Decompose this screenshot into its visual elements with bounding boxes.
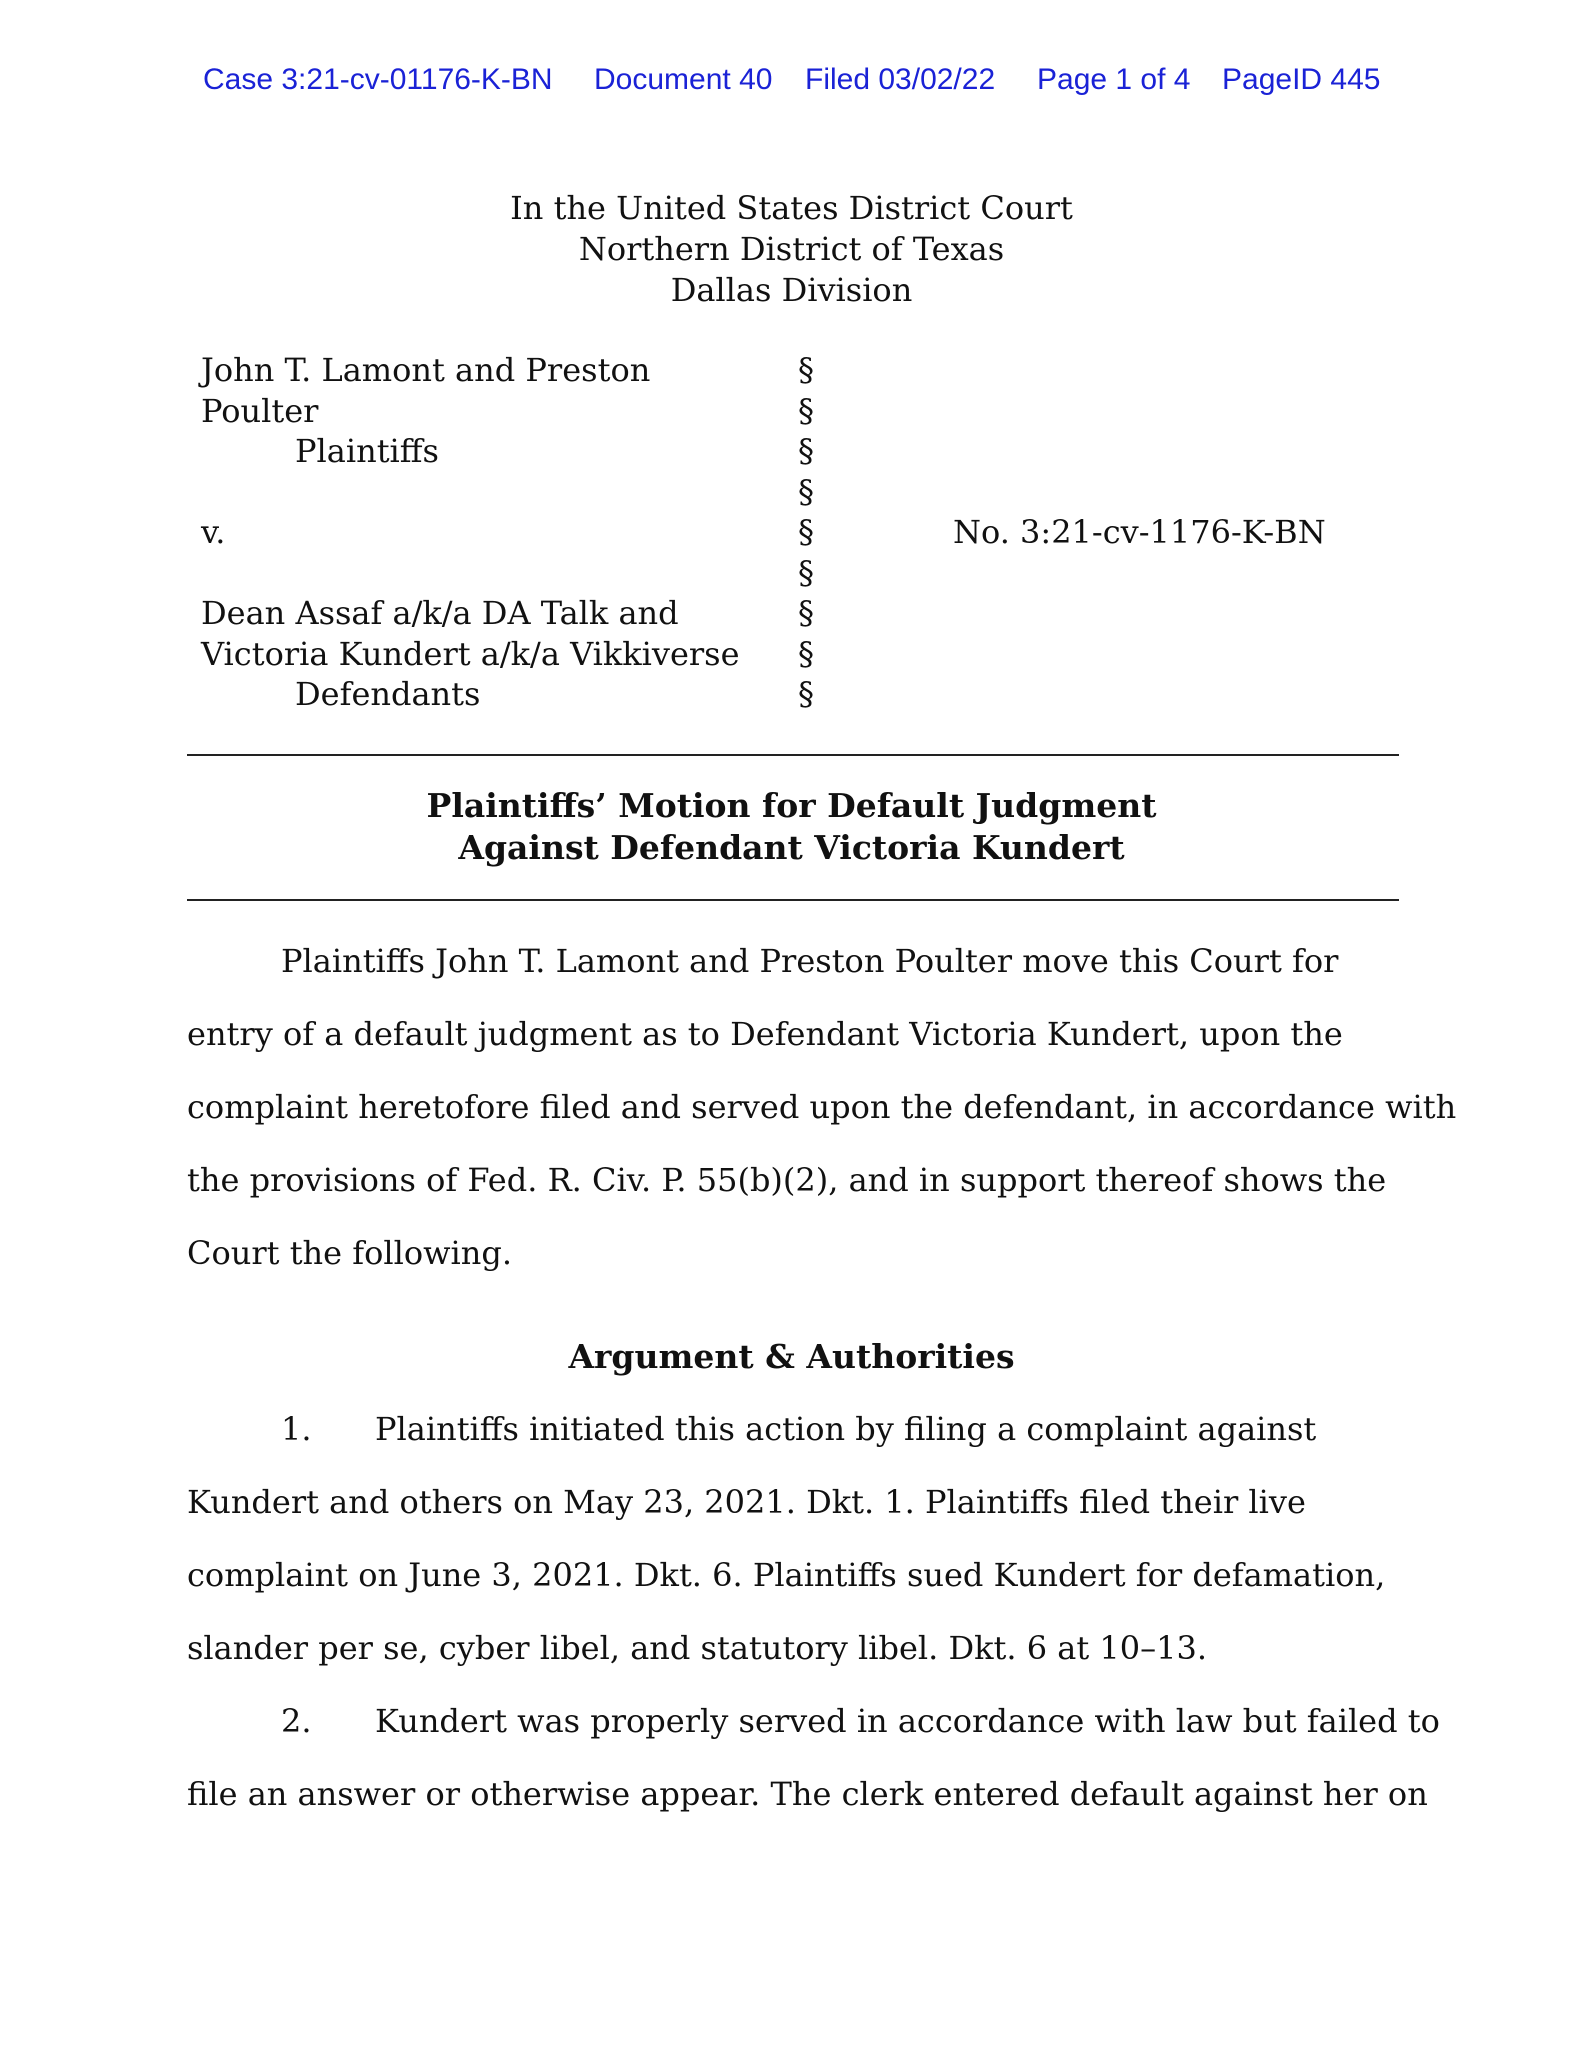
- text-line: complaint heretofore filed and served upon the defendant, in accordance with: [187, 1088, 1457, 1126]
- section-symbol: §: [798, 553, 814, 592]
- header-case-number: Case 3:21-cv-01176-K-BN: [203, 63, 553, 96]
- plaintiff-role: Plaintiffs: [295, 432, 439, 470]
- header-page-id: PageID 445: [1222, 63, 1381, 96]
- defendant-names: Dean Assaf a/k/a DA Talk and: [201, 594, 679, 632]
- versus-label: v.: [201, 513, 226, 551]
- section-heading: Argument & Authorities: [568, 1337, 1015, 1376]
- section-symbol: §: [798, 472, 814, 511]
- court-district: Northern District of Texas: [578, 230, 1005, 268]
- defendant-role: Defendants: [295, 675, 481, 713]
- paragraph-1-first-line: [187, 1393, 1399, 1466]
- paragraph-2-first-line: [187, 1685, 1440, 1758]
- header-page-count: Page 1 of 4: [1037, 63, 1191, 96]
- paragraph-text: Kundert was properly served in accordance with law but failed to: [375, 1702, 1440, 1740]
- motion-title-line-2: Against Defendant Victoria Kundert: [458, 828, 1125, 867]
- section-symbol: §: [798, 675, 814, 713]
- text-line: slander per se, cyber libel, and statutory libel. Dkt. 6 at 10–13.: [187, 1629, 1207, 1667]
- caption-spacer: [201, 553, 781, 594]
- caption-spacer: [201, 472, 781, 513]
- header-filed-date: Filed 03/02/22: [805, 63, 996, 96]
- paragraph-number: 1.: [281, 1410, 312, 1448]
- motion-title-line-1: Plaintiffs’ Motion for Default Judgment: [426, 786, 1157, 825]
- court-name: In the United States District Court: [510, 189, 1073, 227]
- case-caption-parties: [201, 350, 781, 715]
- text-line: the provisions of Fed. R. Civ. P. 55(b)(2), and in support thereof shows the: [187, 1161, 1387, 1199]
- case-number: No. 3:21-cv-1176-K-BN: [953, 513, 1326, 551]
- defendant-names-continued: Victoria Kundert a/k/a Vikkiverse: [201, 634, 740, 673]
- section-symbol: §: [798, 513, 814, 551]
- section-symbol: §: [798, 391, 814, 430]
- title-bottom-rule: [187, 899, 1399, 901]
- court-heading: [0, 188, 1583, 311]
- text-line: Kundert and others on May 23, 2021. Dkt. 1. Plaintiffs filed their live: [187, 1483, 1306, 1521]
- court-division: Dallas Division: [670, 271, 913, 309]
- text-line: Court the following.: [187, 1234, 512, 1272]
- plaintiff-names-continued: Poulter: [201, 391, 319, 430]
- section-symbol: §: [798, 432, 814, 470]
- ecf-filing-header: [0, 60, 1583, 100]
- title-top-rule: [187, 754, 1399, 756]
- text-line: entry of a default judgment as to Defendant Victoria Kundert, upon the: [187, 1015, 1343, 1053]
- section-symbol-column: [798, 350, 828, 715]
- text-line: complaint on June 3, 2021. Dkt. 6. Plaintiffs sued Kundert for defamation,: [187, 1556, 1386, 1594]
- header-document-number: Document 40: [594, 63, 773, 96]
- section-symbol: §: [798, 634, 814, 673]
- paragraph-number: 2.: [281, 1702, 312, 1740]
- section-symbol: §: [798, 594, 814, 632]
- paragraph-text: Plaintiffs initiated this action by filing a complaint against: [375, 1410, 1317, 1448]
- text-line: file an answer or otherwise appear. The clerk entered default against her on: [187, 1775, 1428, 1813]
- section-symbol: §: [798, 351, 814, 389]
- plaintiff-names: John T. Lamont and Preston: [201, 351, 651, 389]
- motion-title: [0, 785, 1583, 869]
- text-line: Plaintiffs John T. Lamont and Preston Poulter move this Court for: [281, 942, 1339, 980]
- intro-paragraph: [187, 925, 1457, 1290]
- numbered-paragraphs: [187, 1393, 1440, 1831]
